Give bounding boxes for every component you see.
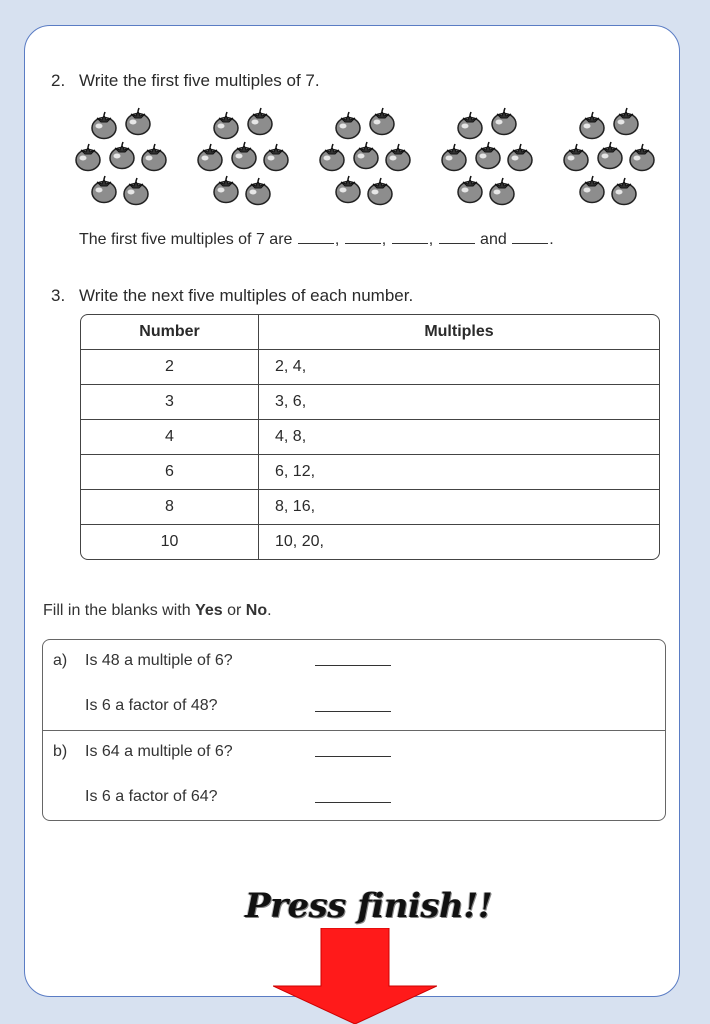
- multiples-table: [80, 314, 660, 560]
- question-2-sentence: [79, 231, 554, 249]
- row-multiples[interactable]: 8, 16,: [275, 498, 316, 515]
- tomato-icon: [367, 106, 397, 136]
- row-number: 10: [81, 525, 259, 559]
- table-row: [81, 419, 659, 454]
- row-number: 3: [81, 385, 259, 419]
- worksheet: [24, 25, 680, 997]
- answer-blank-2[interactable]: [345, 231, 381, 244]
- part-a-question-2: Is 6 a factor of 48?: [85, 697, 218, 714]
- part-a-question-1: Is 48 a multiple of 6?: [85, 652, 233, 669]
- part-b-blank-2[interactable]: [315, 802, 391, 803]
- row-multiples[interactable]: 4, 8,: [275, 428, 307, 445]
- part-b-question-2: Is 6 a factor of 64?: [85, 788, 218, 805]
- tomato-icon: [211, 174, 241, 204]
- tomato-icon: [261, 142, 291, 172]
- table-row: [81, 524, 659, 559]
- sentence-comma: ,: [334, 231, 340, 248]
- fill-or: or: [222, 602, 246, 619]
- answer-blank-1[interactable]: [298, 231, 334, 244]
- tomato-icon: [229, 140, 259, 170]
- tomato-icon: [139, 142, 169, 172]
- press-finish-label: Press finish!!: [245, 886, 493, 926]
- row-multiples[interactable]: 10, 20,: [275, 533, 324, 550]
- part-a-blank-2[interactable]: [315, 711, 391, 712]
- header-multiples: Multiples: [424, 323, 494, 340]
- header-number: Number: [81, 315, 259, 349]
- question-3-title: [51, 286, 413, 306]
- row-multiples[interactable]: 6, 12,: [275, 463, 316, 480]
- fill-yes: Yes: [195, 602, 223, 619]
- tomato-icon: [505, 142, 535, 172]
- tomato-icon: [609, 176, 639, 206]
- down-arrow-icon: [273, 928, 437, 1024]
- part-a: [43, 640, 665, 730]
- table-row: [81, 384, 659, 419]
- tomato-icon: [627, 142, 657, 172]
- tomato-icon: [333, 174, 363, 204]
- tomato-icon: [577, 110, 607, 140]
- question-2-text: Write the first five multiples of 7.: [79, 71, 320, 90]
- question-2-title: [51, 71, 320, 91]
- table-row: [81, 349, 659, 384]
- fill-no: No: [245, 602, 268, 619]
- tomato-icon: [121, 176, 151, 206]
- answer-blank-4[interactable]: [439, 231, 475, 244]
- row-number: 6: [81, 455, 259, 489]
- row-number: 4: [81, 420, 259, 454]
- tomato-icon: [473, 140, 503, 170]
- question-2-number: 2.: [51, 71, 66, 90]
- part-b-blank-1[interactable]: [315, 756, 391, 757]
- table-row: [81, 454, 659, 489]
- tomato-icon: [107, 140, 137, 170]
- tomato-icon: [245, 106, 275, 136]
- question-3-number: 3.: [51, 286, 66, 305]
- tomato-icon: [123, 106, 153, 136]
- tomato-icon: [487, 176, 517, 206]
- tomato-icon: [365, 176, 395, 206]
- tomato-icon: [317, 142, 347, 172]
- row-number: 2: [81, 350, 259, 384]
- tomato-icon: [89, 110, 119, 140]
- sentence-and: and: [480, 231, 507, 248]
- answer-blank-5[interactable]: [512, 231, 548, 244]
- part-a-blank-1[interactable]: [315, 665, 391, 666]
- answer-blank-3[interactable]: [392, 231, 428, 244]
- tomato-icon: [89, 174, 119, 204]
- tomato-icon: [455, 110, 485, 140]
- tomato-icon: [243, 176, 273, 206]
- part-b: [43, 730, 665, 821]
- part-a-label: a): [53, 652, 68, 669]
- row-number: 8: [81, 490, 259, 524]
- sentence-comma: ,: [428, 231, 434, 248]
- fill-instructions: [43, 602, 272, 620]
- tomato-icon: [333, 110, 363, 140]
- sentence-end: .: [549, 231, 554, 248]
- fill-end: .: [267, 602, 272, 619]
- part-b-label: b): [53, 743, 68, 760]
- row-multiples[interactable]: 3, 6,: [275, 393, 307, 410]
- tomato-icon: [439, 142, 469, 172]
- tomato-group: [317, 106, 417, 211]
- tomato-group: [73, 106, 173, 211]
- table-header-row: [81, 315, 659, 349]
- row-multiples[interactable]: 2, 4,: [275, 358, 307, 375]
- tomato-icon: [595, 140, 625, 170]
- tomato-group: [195, 106, 295, 211]
- tomato-icon: [383, 142, 413, 172]
- table-row: [81, 489, 659, 524]
- tomato-group: [439, 106, 539, 211]
- tomato-icon: [211, 110, 241, 140]
- tomato-icon: [195, 142, 225, 172]
- tomato-icon: [73, 142, 103, 172]
- tomato-icon: [577, 174, 607, 204]
- tomato-icon: [611, 106, 641, 136]
- sentence-comma: ,: [381, 231, 387, 248]
- question-3-text: Write the next five multiples of each number.: [79, 286, 414, 305]
- tomato-groups: [73, 106, 663, 211]
- tomato-icon: [351, 140, 381, 170]
- tomato-icon: [561, 142, 591, 172]
- fill-prefix: Fill in the blanks with: [43, 602, 196, 619]
- part-b-question-1: Is 64 a multiple of 6?: [85, 743, 233, 760]
- tomato-icon: [489, 106, 519, 136]
- yes-no-box: [42, 639, 666, 821]
- tomato-group: [561, 106, 661, 211]
- sentence-start: The first five multiples of 7 are: [79, 231, 293, 248]
- tomato-icon: [455, 174, 485, 204]
